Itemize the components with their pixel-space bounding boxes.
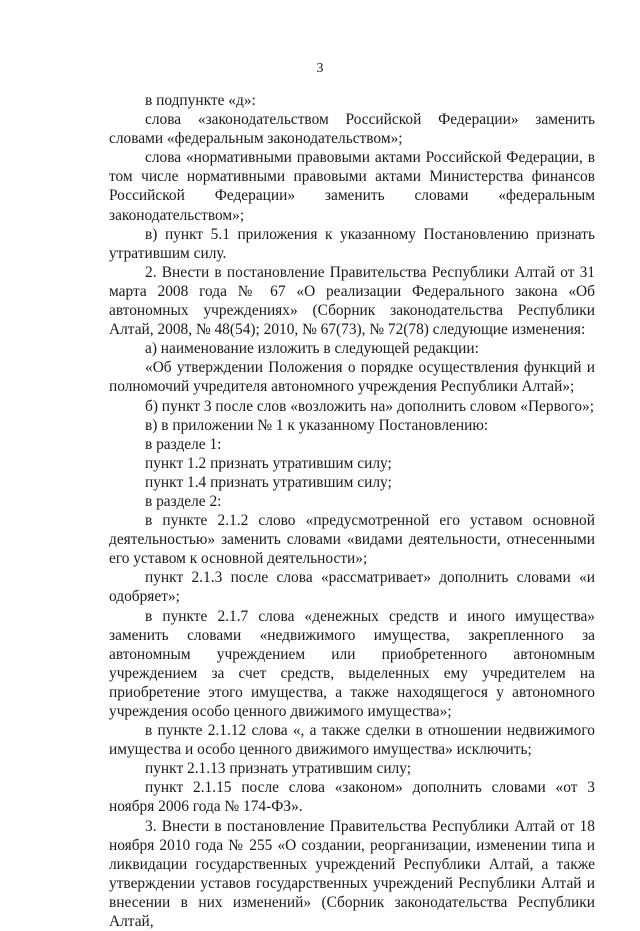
paragraph: в разделе 1: [145,435,222,453]
page-number: 3 [316,61,324,76]
paragraph: «Об утверждении Положения о порядке осуществления функций и полномочий учредителя автономного учреждения Республики Алтай»; [109,359,595,396]
paragraph: в разделе 2: [145,492,222,510]
paragraph: в пункте 2.1.12 слова «, а также сделки в отношении недвижимого имущества и особо ценного движимого имущества» исключить; [109,722,595,759]
paragraph: б) пункт 3 после слов «возложить на» дополнить словом «Первого»; [145,397,595,415]
paragraph: в пункте 2.1.2 слово «предусмотренной его уставом основной деятельностью» заменить словами «видами деятельности, отнесенными его уставом к основной деятельности»; [109,512,595,568]
paragraph: слова «нормативными правовыми актами Российской Федерации, в том числе нормативными правовыми актами Министерства финансов Российской Федерации» заменить словами «федеральным законодательством»; [109,149,595,224]
paragraph: в) пункт 5.1 приложения к указанному Постановлению признать утратившим силу. [109,225,595,262]
paragraph: пункт 1.2 признать утратившим силу; [145,454,392,472]
paragraph: 2. Внести в постановление Правительства Республики Алтай от 31 марта 2008 года № 67 «О реализации Федерального закона «Об автономных учреждениях» (Сборник законодательства Республики Алтай, 2008, № 48(54); 2010, № 67(73), № 72(78) следующие изменения: [109,263,595,339]
paragraph: в) в приложении № 1 к указанному Постановлению: [145,416,489,434]
paragraph: пункт 2.1.3 после слова «рассматривает» дополнить словами «и одобряет»; [109,569,595,606]
document-body [109,91,595,931]
paragraph: в подпункте «д»: [145,92,256,109]
paragraph: пункт 2.1.15 после слова «законом» дополнить словами «от 3 ноября 2006 года № 174-ФЗ». [109,779,595,816]
paragraph: пункт 1.4 признать утратившим силу; [145,473,392,491]
paragraph: в пункте 2.1.7 слова «денежных средств и иного имущества» заменить словами «недвижимого имущества, закрепленного за автономным учреждением или приобретенного автономным учреждением за счет средств, выделенных ему учредителем на приобретение этого имущества, а также находящегося у автономного учреждения особо ценного движимого имущества»; [109,607,595,720]
paragraph: пункт 2.1.13 признать утратившим силу; [145,760,412,778]
paragraph: 3. Внести в постановление Правительства Республики Алтай от 18 ноября 2010 года № 255 «О создании, реорганизации, изменении типа и ликвидации государственных учреждений Республики Алтай, а также утверждении уставов государственных учреждений Республики Алтай и внесении в них изменений» (Сборник законодательства Республики Алтай, [109,817,595,931]
paragraph: слова «законодательством Российской Федерации» заменить словами «федеральным законодательством»; [109,111,595,148]
paragraph: а) наименование изложить в следующей редакции: [145,340,479,358]
